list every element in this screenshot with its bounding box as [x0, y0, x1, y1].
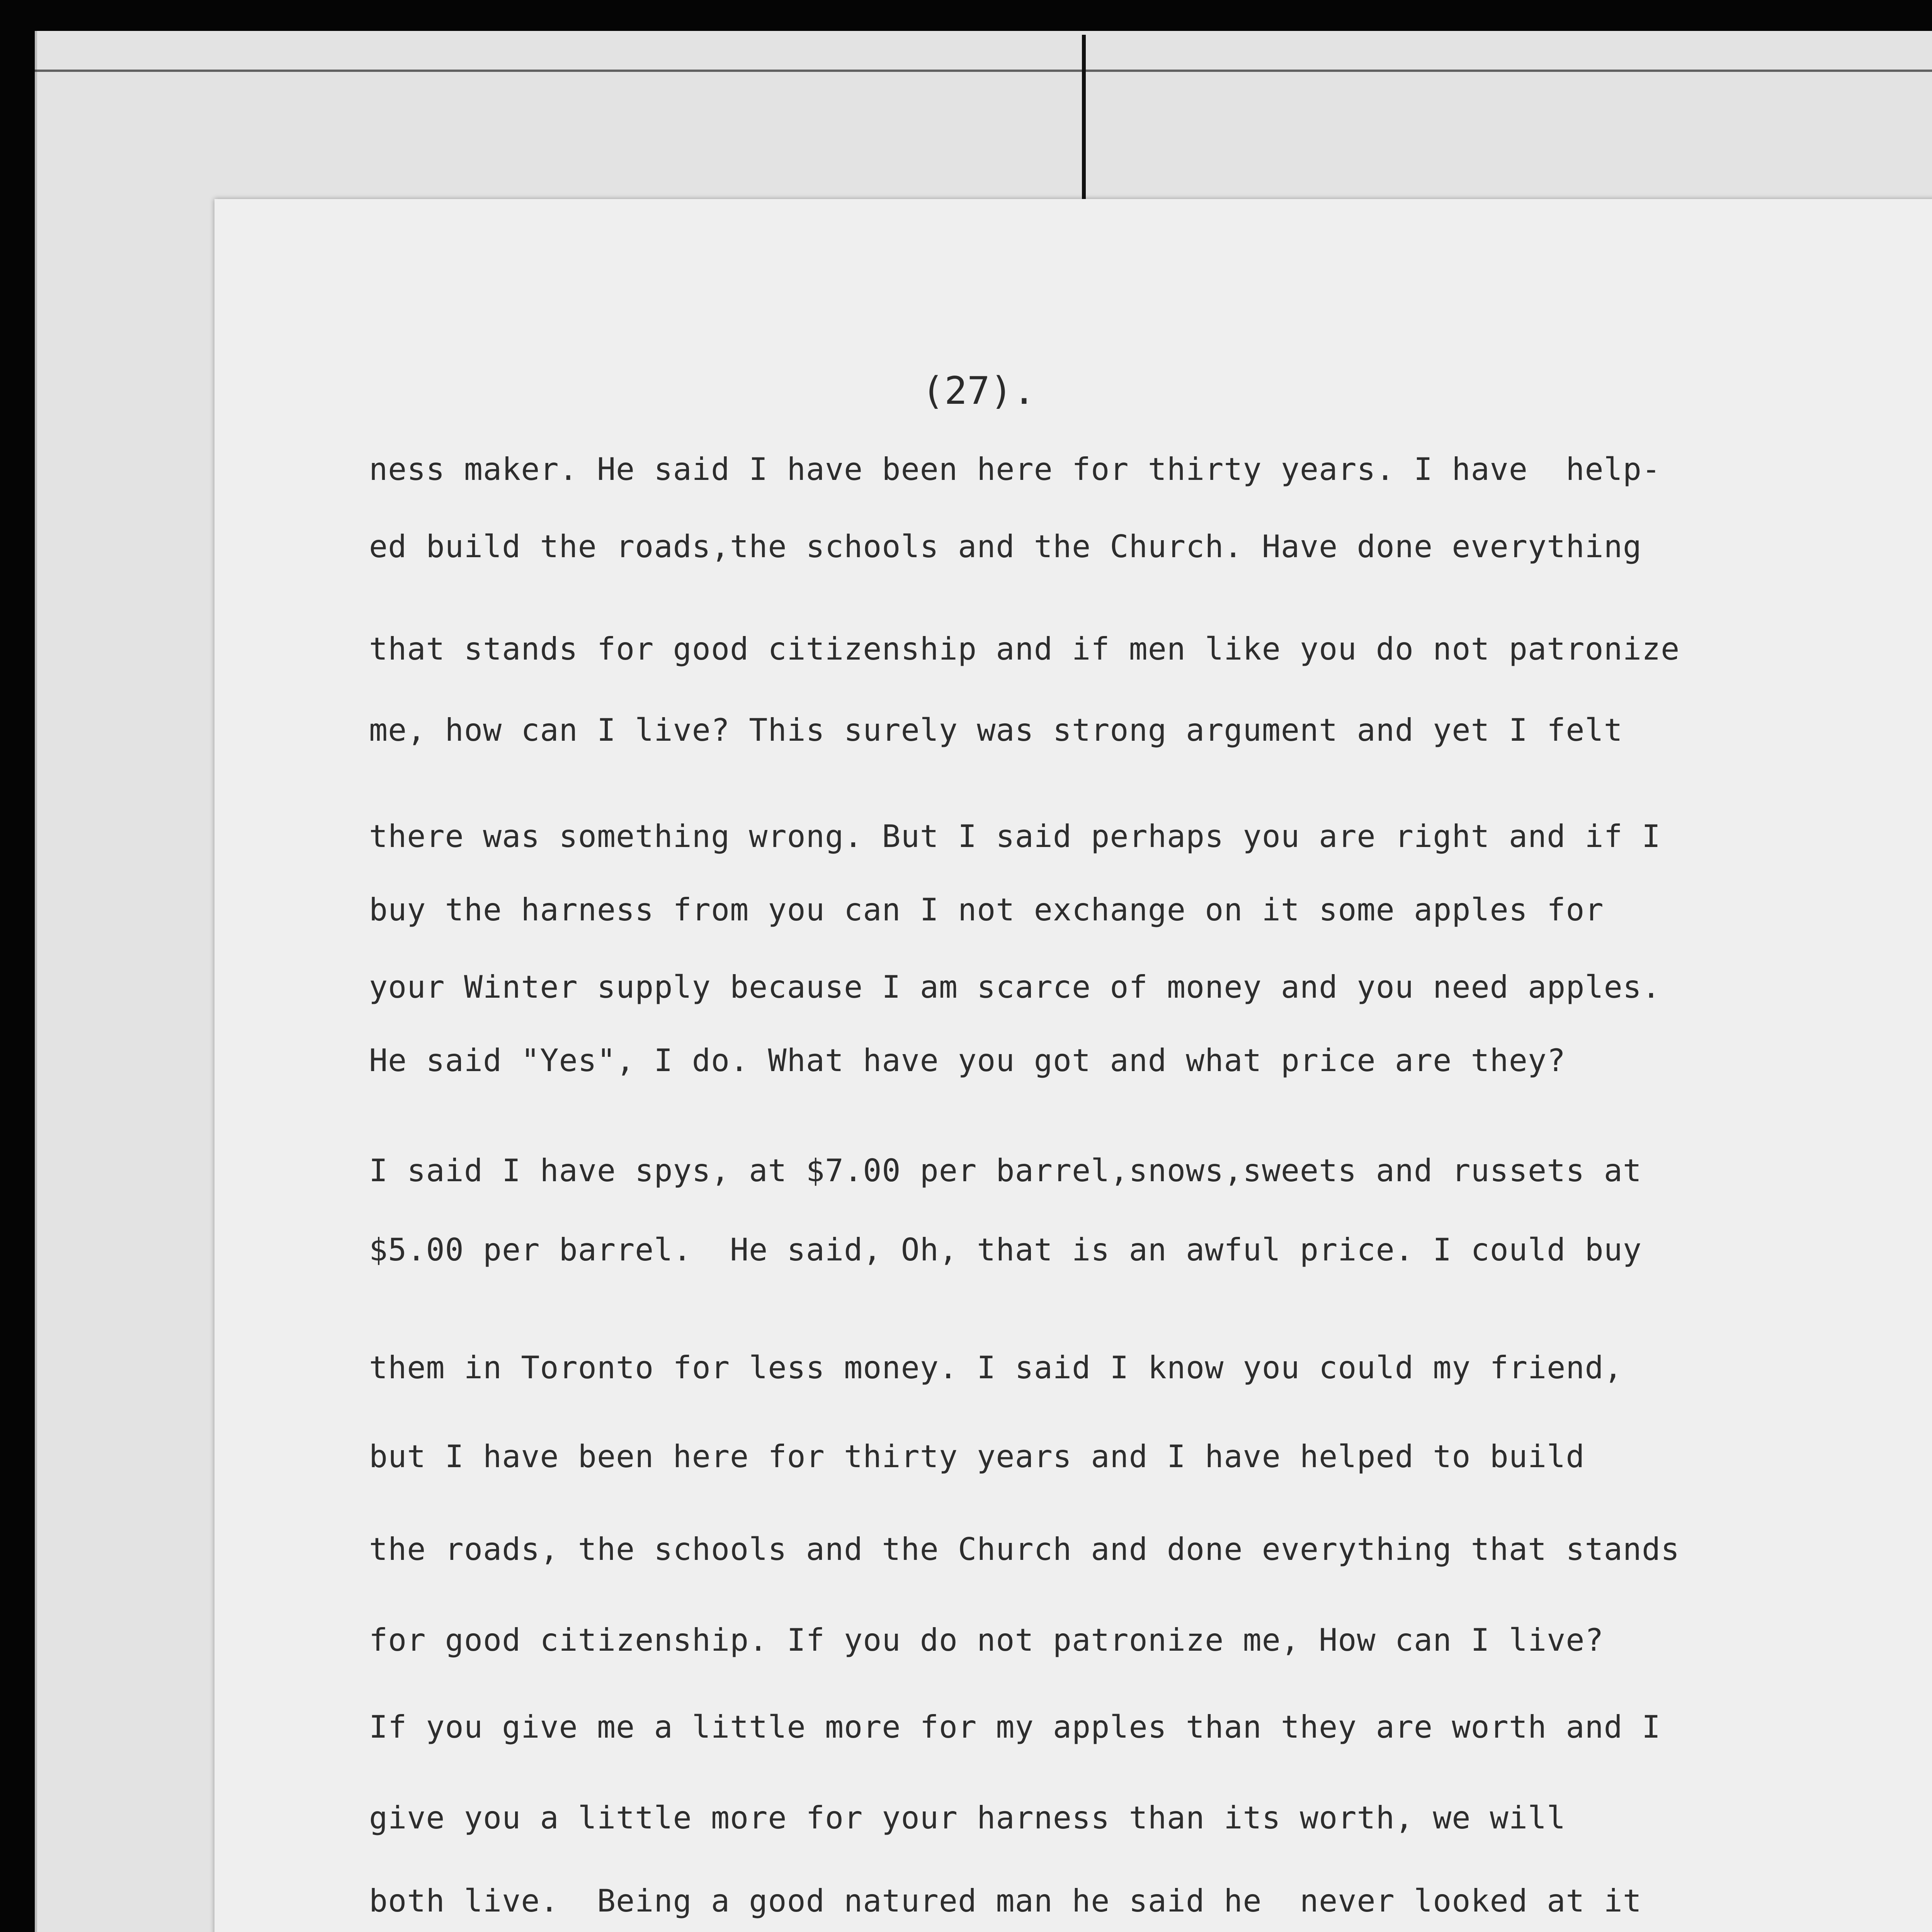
typed-line: ness maker. He said I have been here for thirty years. I have help-	[369, 451, 1661, 487]
typed-line: He said "Yes", I do. What have you got and what price are they?	[369, 1043, 1566, 1078]
typed-line: the roads, the schools and the Church and done everything that stands	[369, 1531, 1680, 1567]
typed-line: buy the harness from you can I not exchange on it some apples for	[369, 892, 1604, 928]
typed-line: there was something wrong. But I said perhaps you are right and if I	[369, 818, 1661, 854]
typed-line: If you give me a little more for my apples than they are worth and I	[369, 1709, 1661, 1745]
typed-line: them in Toronto for less money. I said I know you could my friend,	[369, 1350, 1623, 1386]
typed-line: ed build the roads,the schools and the Church. Have done everything	[369, 529, 1642, 565]
typed-line: I said I have spys, at $7.00 per barrel,snows,sweets and russets at	[369, 1153, 1642, 1189]
mount-divider	[1082, 35, 1086, 201]
typed-line: but I have been here for thirty years and I have helped to build	[369, 1439, 1585, 1475]
typed-line: your Winter supply because I am scarce of money and you need apples.	[369, 969, 1661, 1005]
top-rule	[35, 70, 1932, 72]
typed-line: that stands for good citizenship and if men like you do not patronize	[369, 631, 1680, 667]
typed-line: give you a little more for your harness than its worth, we will	[369, 1800, 1566, 1836]
typed-line: $5.00 per barrel. He said, Oh, that is an awful price. I could buy	[369, 1232, 1642, 1268]
typed-line: for good citizenship. If you do not patronize me, How can I live?	[369, 1622, 1604, 1658]
typed-line: me, how can I live? This surely was strong argument and yet I felt	[369, 712, 1623, 748]
page-number: (27).	[922, 369, 1036, 413]
typed-line: both live. Being a good natured man he said he never looked at it	[369, 1883, 1642, 1919]
